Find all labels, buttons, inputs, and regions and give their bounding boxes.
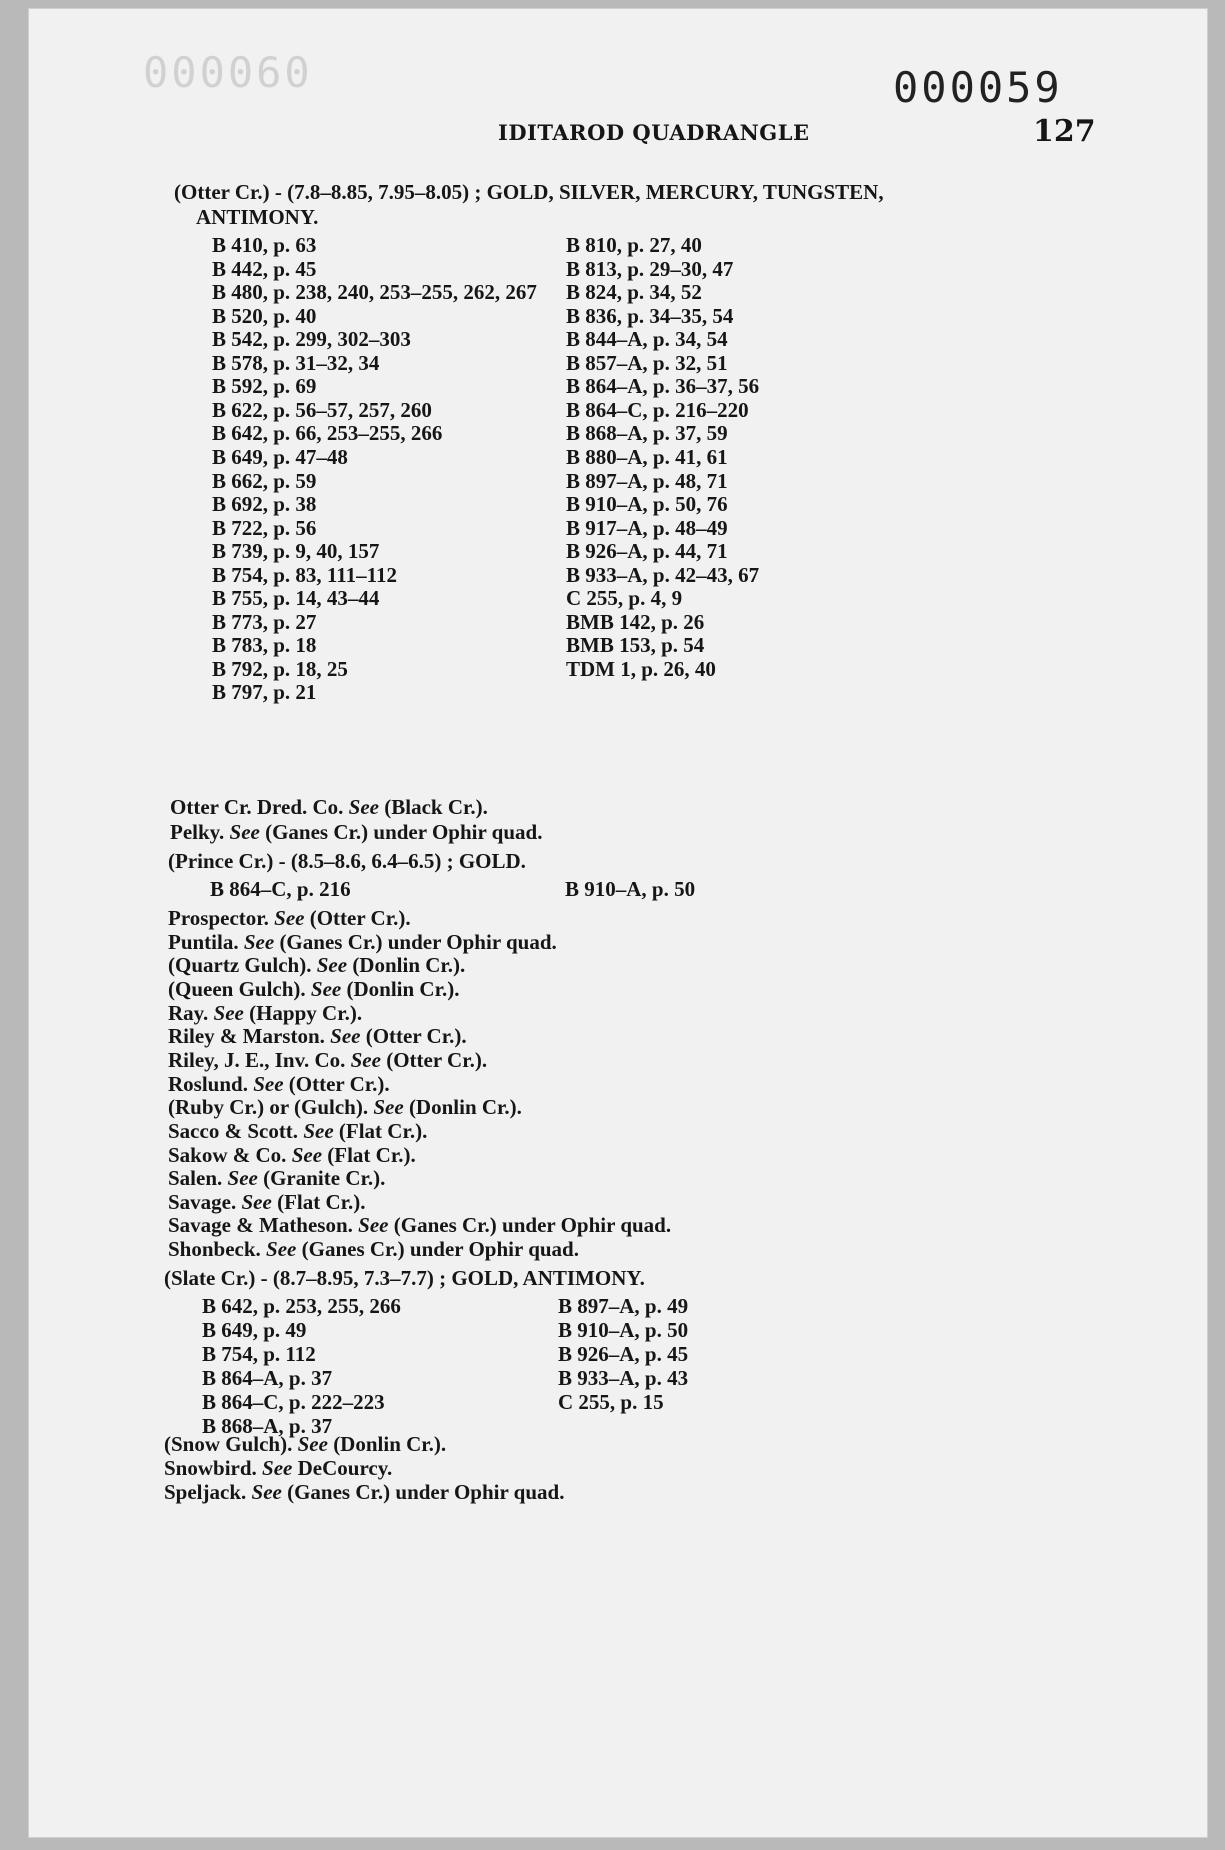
entry-see-target: (Ganes Cr.) under Ophir quad. (287, 1480, 565, 1504)
reference-item: B 649, p. 47–48 (212, 444, 348, 469)
entry-name: Puntila. (168, 929, 239, 954)
reference-item: B 864–C, p. 216–220 (566, 397, 749, 422)
index-entry (168, 953, 465, 978)
entry-see-label: See (350, 1047, 381, 1072)
entry-name: Roslund. (168, 1071, 248, 1096)
entry-see-label: See (310, 976, 342, 1001)
reference-item: B 754, p. 112 (202, 1342, 316, 1366)
entry-name: Speljack. (164, 1480, 247, 1504)
entry-see-label: See (316, 953, 348, 978)
prince-left-ref: B 864–C, p. 216 (210, 877, 351, 901)
reference-item: TDM 1, p. 26, 40 (566, 656, 716, 681)
index-entry (168, 1190, 366, 1215)
entry-see-label: See (251, 1480, 282, 1504)
entry-name: (Ruby Cr.) or (Gulch). (168, 1095, 369, 1120)
index-entry (168, 1237, 579, 1262)
index-entry (170, 795, 488, 820)
entry-see-target: (Flat Cr.). (277, 1189, 366, 1214)
reference-item: B 880–A, p. 41, 61 (566, 444, 728, 469)
reference-item: B 578, p. 31–32, 34 (212, 350, 380, 375)
bleed-through-stamp: 000060 (143, 48, 313, 97)
index-entry (168, 1024, 467, 1049)
index-entry (168, 1143, 416, 1168)
index-entry (164, 1480, 564, 1505)
reference-item: B 857–A, p. 32, 51 (566, 350, 728, 375)
entry-see-label: See (229, 820, 260, 844)
entry-see-target: (Flat Cr.). (327, 1142, 416, 1167)
entry-name: Sakow & Co. (168, 1142, 287, 1167)
scanned-page (28, 8, 1208, 1838)
entry-name: Salen. (168, 1166, 223, 1191)
reference-item: B 813, p. 29–30, 47 (566, 256, 734, 281)
entry-see-label: See (297, 1432, 328, 1456)
reference-item: B 773, p. 27 (212, 609, 317, 634)
reference-item: B 844–A, p. 34, 54 (566, 327, 728, 352)
index-entry (168, 1119, 427, 1144)
reference-item: B 722, p. 56 (212, 515, 317, 540)
entry-see-target: (Otter Cr.). (309, 906, 411, 930)
entry-heading-slate-cr: (Slate Cr.) - (8.7–8.95, 7.3–7.7) ; GOLD, ANTIMONY. (164, 1266, 645, 1290)
reference-item: B 662, p. 59 (212, 468, 317, 493)
entry-see-target: (Donlin Cr.). (333, 1432, 447, 1456)
entry-see-label: See (348, 795, 379, 819)
reference-item: B 692, p. 38 (212, 492, 317, 517)
reference-item: B 910–A, p. 50, 76 (566, 492, 728, 517)
reference-item: B 864–C, p. 222–223 (202, 1390, 385, 1414)
entry-see-label: See (227, 1166, 258, 1191)
entry-name: Pelky. (170, 820, 225, 844)
entry-see-target: (Happy Cr.). (249, 1000, 363, 1025)
reference-item: B 868–A, p. 37, 59 (566, 421, 728, 446)
entry-heading-otter-cr-cont: ANTIMONY. (196, 205, 319, 229)
reference-item: B 739, p. 9, 40, 157 (212, 539, 380, 564)
index-entry (168, 1072, 390, 1097)
index-entry (170, 820, 542, 845)
reference-item: BMB 153, p. 54 (566, 633, 705, 658)
reference-item: B 542, p. 299, 302–303 (212, 327, 411, 352)
reference-item: B 933–A, p. 43 (558, 1366, 689, 1390)
entry-see-label: See (373, 1095, 404, 1120)
entry-name: Ray. (168, 1000, 209, 1025)
entry-see-target: (Black Cr.). (384, 795, 488, 819)
reference-item: B 480, p. 238, 240, 253–255, 262, 267 (212, 280, 537, 305)
entry-see-target: (Otter Cr.). (386, 1047, 488, 1072)
entry-see-target: (Ganes Cr.) under Ophir quad. (279, 929, 557, 954)
reference-item: B 868–A, p. 37 (202, 1414, 333, 1438)
reference-item: B 797, p. 21 (212, 680, 317, 705)
entry-name: Riley & Marston. (168, 1024, 325, 1049)
reference-item: B 642, p. 253, 255, 266 (202, 1294, 401, 1318)
entry-see-target: (Ganes Cr.) under Ophir quad. (393, 1213, 672, 1238)
reference-item: B 520, p. 40 (212, 303, 317, 328)
entry-see-target: (Ganes Cr.) under Ophir quad. (265, 820, 543, 844)
index-entry (168, 930, 557, 955)
entry-see-label: See (274, 906, 305, 930)
index-entry (164, 1432, 446, 1457)
reference-item: B 897–A, p. 48, 71 (566, 468, 728, 493)
entry-see-label: See (241, 1189, 272, 1214)
entry-heading-otter-cr: (Otter Cr.) - (7.8–8.85, 7.95–8.05) ; GOLD, SILVER, MERCURY, TUNGSTEN, (174, 180, 884, 204)
entry-name: Otter Cr. Dred. Co. (170, 795, 344, 819)
entry-see-label: See (291, 1142, 323, 1167)
reference-item: B 754, p. 83, 111–112 (212, 562, 397, 587)
reference-item: BMB 142, p. 26 (566, 609, 705, 634)
entry-name: Sacco & Scott. (168, 1118, 299, 1143)
entry-see-label: See (243, 929, 275, 954)
entry-see-label: See (262, 1456, 293, 1480)
entry-name: Shonbeck. (168, 1237, 261, 1262)
entry-name: Riley, J. E., Inv. Co. (168, 1047, 346, 1072)
reference-item: B 933–A, p. 42–43, 67 (566, 562, 760, 587)
entry-see-target: (Donlin Cr.). (352, 953, 466, 978)
entry-see-target: (Donlin Cr.). (346, 976, 460, 1001)
entry-name: Prospector. (168, 906, 269, 930)
entry-see-label: See (266, 1237, 297, 1262)
page-header-title: IDITAROD QUADRANGLE (498, 120, 810, 145)
entry-see-target: (Flat Cr.). (338, 1118, 428, 1143)
entry-name: (Queen Gulch). (168, 976, 306, 1001)
index-entry (168, 1166, 385, 1191)
entry-see-target: (Otter Cr.). (365, 1024, 467, 1049)
index-entry (168, 977, 460, 1002)
reference-item: B 810, p. 27, 40 (566, 233, 702, 257)
entry-see-target: (Donlin Cr.). (408, 1095, 522, 1120)
entry-see-target: (Ganes Cr.) under Ophir quad. (301, 1237, 579, 1262)
reference-item: B 442, p. 45 (212, 256, 317, 281)
reference-item: C 255, p. 4, 9 (566, 586, 683, 611)
reference-item: B 783, p. 18 (212, 633, 317, 658)
reference-item: B 792, p. 18, 25 (212, 656, 348, 681)
reference-item: B 897–A, p. 49 (558, 1294, 689, 1318)
reference-item: B 824, p. 34, 52 (566, 280, 702, 305)
reference-item: B 649, p. 49 (202, 1318, 307, 1342)
entry-see-label: See (303, 1118, 334, 1143)
reference-item: B 910–A, p. 50 (558, 1318, 689, 1342)
reference-item: B 864–A, p. 37 (202, 1366, 333, 1390)
index-entry (168, 1213, 671, 1238)
entry-name: (Quartz Gulch). (168, 953, 312, 978)
index-entry (164, 1456, 392, 1481)
entry-see-label: See (213, 1000, 244, 1025)
reference-item: B 917–A, p. 48–49 (566, 515, 728, 540)
reference-item: B 592, p. 69 (212, 374, 317, 399)
reference-item: B 864–A, p. 36–37, 56 (566, 374, 760, 399)
reference-item: B 755, p. 14, 43–44 (212, 586, 380, 611)
entry-see-target: (Granite Cr.). (263, 1166, 386, 1191)
index-entry (168, 906, 411, 931)
index-content (28, 8, 1208, 1838)
prince-right-ref: B 910–A, p. 50 (565, 877, 696, 901)
reference-item: B 622, p. 56–57, 257, 260 (212, 397, 432, 422)
page-stamp-number: 000059 (893, 63, 1063, 112)
index-entry (168, 1001, 362, 1026)
entry-see-label: See (358, 1213, 389, 1238)
entry-name: Snowbird. (164, 1456, 257, 1480)
reference-item: B 926–A, p. 44, 71 (566, 539, 728, 564)
entry-see-label: See (253, 1071, 284, 1096)
reference-item: C 255, p. 15 (558, 1390, 664, 1414)
index-entry (168, 1048, 487, 1073)
entry-see-target: (Otter Cr.). (288, 1071, 390, 1096)
index-entry (168, 1095, 522, 1120)
page-number: 127 (1033, 114, 1096, 149)
reference-item: B 642, p. 66, 253–255, 266 (212, 421, 443, 446)
entry-name: (Snow Gulch). (164, 1432, 293, 1456)
entry-see-label: See (330, 1024, 361, 1049)
reference-item: B 410, p. 63 (212, 233, 317, 257)
entry-name: Savage. (168, 1189, 237, 1214)
entry-see-target: DeCourcy. (297, 1456, 393, 1480)
reference-item: B 926–A, p. 45 (558, 1342, 689, 1366)
entry-name: Savage & Matheson. (168, 1213, 353, 1238)
reference-item: B 836, p. 34–35, 54 (566, 303, 734, 328)
entry-heading-prince-cr: (Prince Cr.) - (8.5–8.6, 6.4–6.5) ; GOLD. (168, 849, 526, 873)
